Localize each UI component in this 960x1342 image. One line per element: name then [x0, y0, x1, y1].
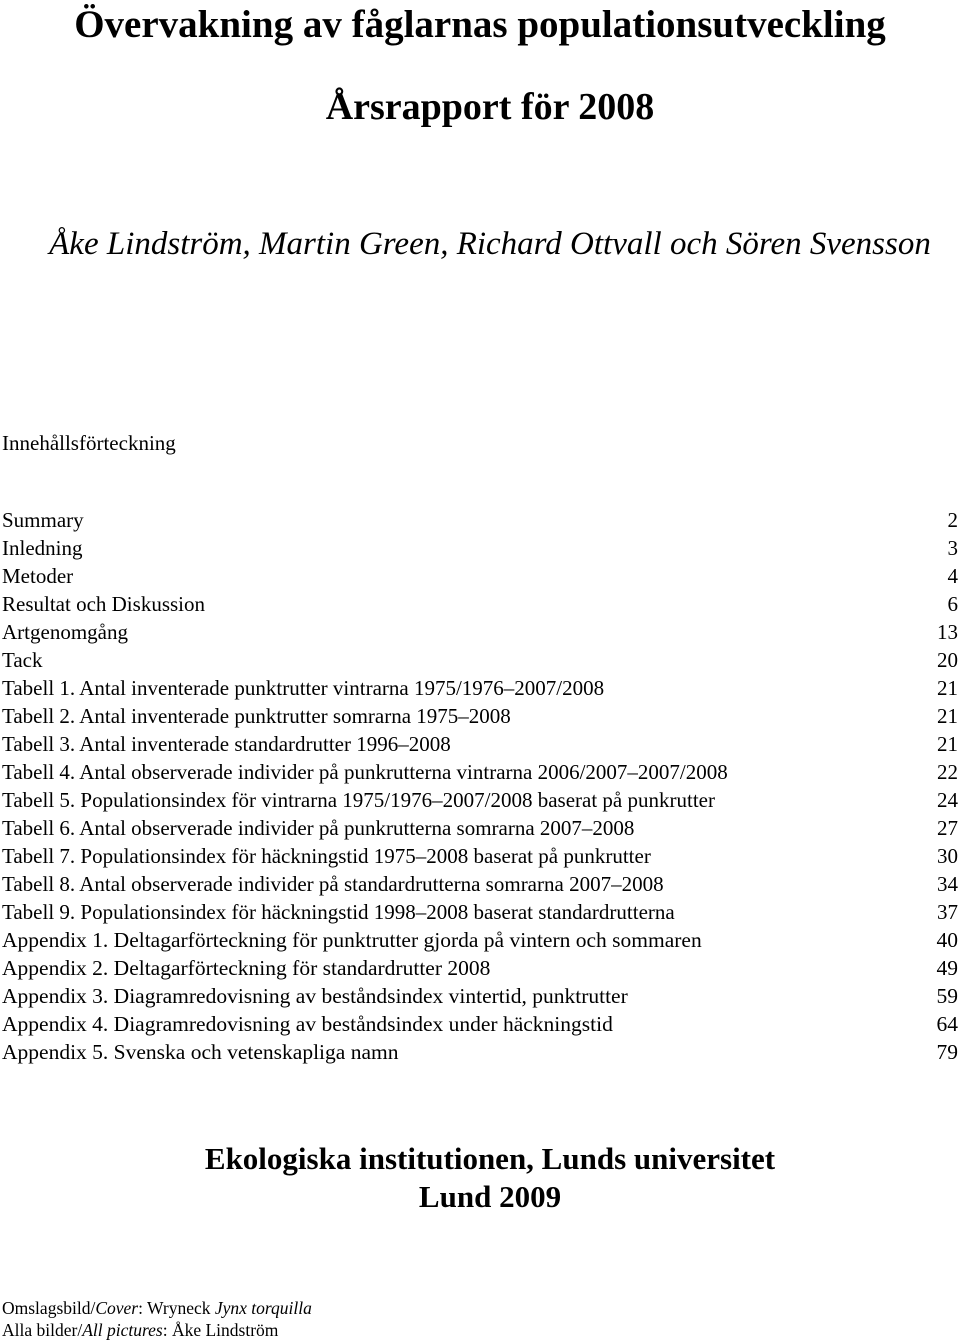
image-credits [2, 1297, 312, 1341]
toc-entry-page-number: 2 [947, 508, 958, 532]
cover-credit-text: : Wryneck [138, 1298, 215, 1318]
toc-entry [2, 730, 958, 758]
toc-entry-label: Tabell 6. Antal observerade individer på punkrutterna somrarna 2007–2008 [2, 816, 635, 840]
toc-entry-page-number: 6 [947, 592, 958, 616]
toc-entry [2, 702, 958, 730]
toc-entry [2, 534, 958, 562]
pictures-credit-text: : Åke Lindström [162, 1320, 279, 1340]
cover-credit [2, 1297, 312, 1319]
toc-entry-page-number: 40 [936, 928, 958, 952]
toc-entry-label: Appendix 1. Deltagarförteckning för punktrutter gjorda på vintern och sommaren [2, 928, 702, 952]
toc-entry-label: Tack [2, 648, 43, 672]
toc-entry-label: Tabell 9. Populationsindex för häckningstid 1998–2008 baserat standardrutterna [2, 900, 675, 924]
toc-entry-label: Summary [2, 508, 84, 532]
toc-entry [2, 842, 958, 870]
toc-entry-page-number: 79 [936, 1040, 958, 1064]
toc-entry-page-number: 21 [937, 732, 958, 756]
toc-entry-label: Resultat och Diskussion [2, 592, 205, 616]
toc-entry-page-number: 4 [947, 564, 958, 588]
toc-entry-label: Appendix 5. Svenska och vetenskapliga namn [2, 1040, 399, 1064]
toc-entry [2, 954, 958, 982]
toc-entry [2, 786, 958, 814]
toc-entry-page-number: 59 [936, 984, 958, 1008]
toc-entry-page-number: 24 [937, 788, 958, 812]
toc-entry [2, 506, 958, 534]
toc-entry [2, 898, 958, 926]
toc-entry [2, 646, 958, 674]
toc-entry [2, 1038, 958, 1066]
document-subtitle: Årsrapport för 2008 [325, 86, 655, 128]
toc-entry [2, 982, 958, 1010]
institution-name: Ekologiska institutionen, Lunds universitet [204, 1141, 776, 1176]
toc-entry-page-number: 30 [937, 844, 958, 868]
pictures-credit [2, 1319, 312, 1341]
toc-entry-page-number: 21 [937, 676, 958, 700]
document-title: Övervakning av fåglarnas populationsutveckling [74, 3, 886, 46]
toc-heading: Innehållsförteckning [2, 431, 176, 455]
toc-entry-label: Tabell 1. Antal inventerade punktrutter vintrarna 1975/1976–2007/2008 [2, 676, 605, 700]
toc-entry [2, 618, 958, 646]
pictures-credit-label: All pictures [82, 1320, 163, 1340]
toc-entry-page-number: 21 [937, 704, 958, 728]
toc-entry-page-number: 49 [936, 956, 958, 980]
cover-credit-label: Cover [95, 1298, 139, 1318]
toc-entry-page-number: 13 [937, 620, 958, 644]
toc-entry-label: Tabell 7. Populationsindex för häckningstid 1975–2008 baserat på punkrutter [2, 844, 651, 868]
toc-entry-label: Tabell 4. Antal observerade individer på punkrutterna vintrarna 2006/2007–2007/2008 [2, 760, 728, 784]
toc-entry-page-number: 20 [937, 648, 958, 672]
toc-entry-label: Appendix 4. Diagramredovisning av beståndsindex under häckningstid [2, 1012, 613, 1036]
toc-entry-label: Tabell 5. Populationsindex för vintrarna 1975/1976–2007/2008 baserat på punkrutter [2, 788, 715, 812]
toc-entry-page-number: 37 [937, 900, 958, 924]
toc-entry-label: Tabell 3. Antal inventerade standardrutter 1996–2008 [2, 732, 451, 756]
pictures-credit-prefix: Alla bilder/ [2, 1320, 83, 1340]
toc-entry [2, 758, 958, 786]
toc-entry [2, 926, 958, 954]
toc-entry-label: Inledning [2, 536, 83, 560]
toc-entry-label: Tabell 8. Antal observerade individer på standardrutterna somrarna 2007–2008 [2, 872, 664, 896]
toc-entry-label: Appendix 2. Deltagarförteckning för standardrutter 2008 [2, 956, 491, 980]
toc-entry [2, 674, 958, 702]
toc-entry [2, 562, 958, 590]
table-of-contents [2, 506, 958, 1066]
toc-entry-page-number: 64 [936, 1012, 958, 1036]
toc-entry-page-number: 34 [937, 872, 958, 896]
toc-entry [2, 870, 958, 898]
toc-entry [2, 814, 958, 842]
toc-entry-label: Artgenomgång [2, 620, 128, 644]
cover-credit-prefix: Omslagsbild/ [2, 1298, 96, 1318]
author-list: Åke Lindström, Martin Green, Richard Ottvall och Sören Svensson [49, 226, 931, 262]
toc-entry-page-number: 3 [947, 536, 958, 560]
toc-entry-page-number: 27 [937, 816, 958, 840]
toc-entry [2, 590, 958, 618]
publication-place-year: Lund 2009 [418, 1179, 562, 1214]
toc-entry [2, 1010, 958, 1038]
toc-entry-label: Tabell 2. Antal inventerade punktrutter somrarna 1975–2008 [2, 704, 511, 728]
toc-entry-page-number: 22 [937, 760, 958, 784]
toc-entry-label: Appendix 3. Diagramredovisning av beståndsindex vintertid, punktrutter [2, 984, 628, 1008]
cover-species-name: Jynx torquilla [214, 1298, 312, 1318]
toc-entry-label: Metoder [2, 564, 74, 588]
